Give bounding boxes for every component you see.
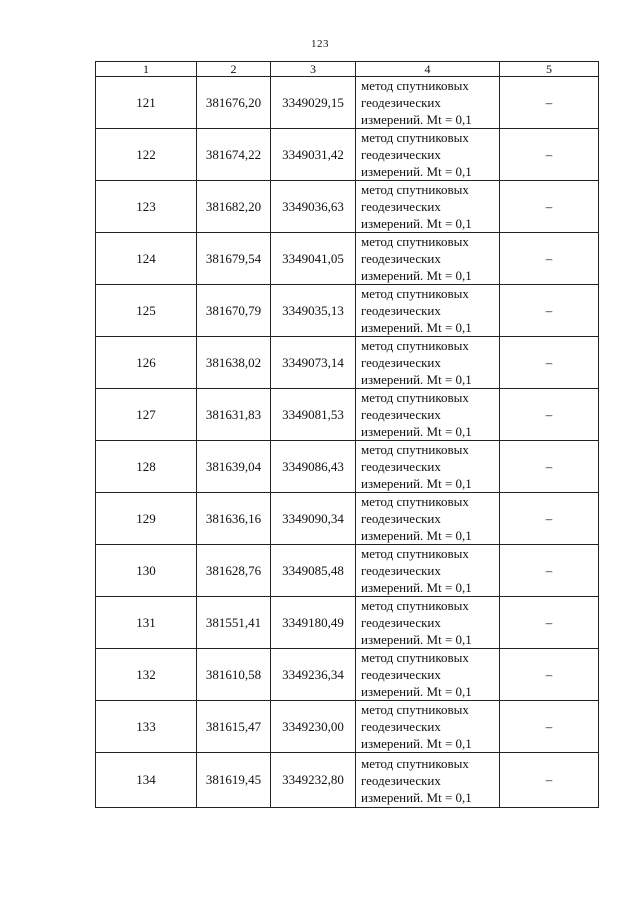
table-row [96,77,599,129]
coordinate-y: 3349236,34 [271,649,356,701]
method-line: геодезических [361,147,441,162]
method-line: метод спутниковых [361,442,469,457]
page-number: 123 [311,38,329,50]
note-dash: – [500,181,599,233]
coordinate-y: 3349029,15 [271,77,356,129]
point-number: 123 [96,181,197,233]
coordinate-y: 3349081,53 [271,389,356,441]
method-line: измерений. Mt = 0,1 [361,216,472,231]
method-line: метод спутниковых [361,650,469,665]
method-line: геодезических [361,719,441,734]
method-line: измерений. Mt = 0,1 [361,684,472,699]
method-line: геодезических [361,459,441,474]
point-number: 122 [96,129,197,181]
header-col-2: 2 [197,62,271,77]
coordinate-x: 381610,58 [197,649,271,701]
point-number: 131 [96,597,197,649]
method-line: геодезических [361,95,441,110]
header-col-1: 1 [96,62,197,77]
coordinate-y: 3349036,63 [271,181,356,233]
note-dash: – [500,337,599,389]
method-line: измерений. Mt = 0,1 [361,476,472,491]
method-line: геодезических [361,407,441,422]
measurement-method [356,545,500,597]
measurement-method [356,129,500,181]
method-line: метод спутниковых [361,390,469,405]
measurement-method [356,181,500,233]
table-row [96,181,599,233]
header-col-3: 3 [271,62,356,77]
method-line: метод спутниковых [361,338,469,353]
coordinate-y: 3349086,43 [271,441,356,493]
table-row [96,493,599,545]
coordinate-y: 3349031,42 [271,129,356,181]
header-col-5: 5 [500,62,599,77]
coordinate-x: 381679,54 [197,233,271,285]
note-dash: – [500,389,599,441]
table-row [96,389,599,441]
method-line: метод спутниковых [361,755,469,771]
point-number: 130 [96,545,197,597]
method-line: измерений. Mt = 0,1 [361,112,472,127]
method-line: геодезических [361,355,441,370]
measurement-method [356,389,500,441]
note-dash: – [500,545,599,597]
method-line: измерений. Mt = 0,1 [361,164,472,179]
point-number: 124 [96,233,197,285]
measurement-method [356,649,500,701]
measurement-method [356,753,500,808]
method-line: геодезических [361,772,441,788]
header-col-4: 4 [356,62,500,77]
method-line: метод спутниковых [361,182,469,197]
measurement-method [356,441,500,493]
coordinate-x: 381674,22 [197,129,271,181]
method-line: измерений. Mt = 0,1 [361,632,472,647]
note-dash: – [500,701,599,753]
table-row [96,701,599,753]
note-dash: – [500,649,599,701]
point-number: 134 [96,753,197,808]
table-row [96,337,599,389]
table-row [96,753,599,808]
coordinate-x: 381670,79 [197,285,271,337]
point-number: 129 [96,493,197,545]
method-line: измерений. Mt = 0,1 [361,268,472,283]
method-line: измерений. Mt = 0,1 [361,320,472,335]
table-row [96,129,599,181]
coordinate-x: 381682,20 [197,181,271,233]
note-dash: – [500,129,599,181]
coordinate-y: 3349041,05 [271,233,356,285]
coordinate-x: 381639,04 [197,441,271,493]
table-row [96,285,599,337]
point-number: 128 [96,441,197,493]
method-line: геодезических [361,667,441,682]
note-dash: – [500,233,599,285]
method-line: метод спутниковых [361,546,469,561]
coordinate-x: 381631,83 [197,389,271,441]
coordinate-x: 381615,47 [197,701,271,753]
measurement-method [356,77,500,129]
coordinate-y: 3349180,49 [271,597,356,649]
coordinate-y: 3349085,48 [271,545,356,597]
method-line: геодезических [361,615,441,630]
coordinate-x: 381636,16 [197,493,271,545]
coordinate-y: 3349230,00 [271,701,356,753]
method-line: геодезических [361,511,441,526]
coordinate-x: 381638,02 [197,337,271,389]
method-line: метод спутниковых [361,598,469,613]
coordinate-x: 381628,76 [197,545,271,597]
method-line: метод спутниковых [361,234,469,249]
coordinate-x: 381619,45 [197,753,271,808]
measurement-method [356,233,500,285]
method-line: метод спутниковых [361,78,469,93]
note-dash: – [500,77,599,129]
method-line: метод спутниковых [361,494,469,509]
method-line: измерений. Mt = 0,1 [361,789,472,805]
point-number: 133 [96,701,197,753]
method-line: метод спутниковых [361,130,469,145]
measurement-method [356,493,500,545]
note-dash: – [500,493,599,545]
point-number: 132 [96,649,197,701]
method-line: геодезических [361,563,441,578]
note-dash: – [500,441,599,493]
coordinate-x: 381551,41 [197,597,271,649]
point-number: 125 [96,285,197,337]
method-line: геодезических [361,251,441,266]
coordinate-x: 381676,20 [197,77,271,129]
table-row [96,441,599,493]
measurement-method [356,337,500,389]
coordinate-y: 3349090,34 [271,493,356,545]
method-line: измерений. Mt = 0,1 [361,528,472,543]
table-body [96,77,599,808]
note-dash: – [500,753,599,808]
measurement-method [356,597,500,649]
table-header-row [96,62,599,77]
method-line: метод спутниковых [361,286,469,301]
coordinate-y: 3349035,13 [271,285,356,337]
method-line: измерений. Mt = 0,1 [361,424,472,439]
method-line: измерений. Mt = 0,1 [361,736,472,751]
measurement-method [356,701,500,753]
point-number: 127 [96,389,197,441]
point-number: 126 [96,337,197,389]
note-dash: – [500,285,599,337]
table-row [96,545,599,597]
coordinate-y: 3349232,80 [271,753,356,808]
method-line: измерений. Mt = 0,1 [361,372,472,387]
point-number: 121 [96,77,197,129]
table-row [96,233,599,285]
measurement-method [356,285,500,337]
method-line: геодезических [361,303,441,318]
table-row [96,649,599,701]
method-line: геодезических [361,199,441,214]
coordinate-y: 3349073,14 [271,337,356,389]
note-dash: – [500,597,599,649]
method-line: метод спутниковых [361,702,469,717]
table-row [96,597,599,649]
method-line: измерений. Mt = 0,1 [361,580,472,595]
coordinates-table [95,61,599,808]
